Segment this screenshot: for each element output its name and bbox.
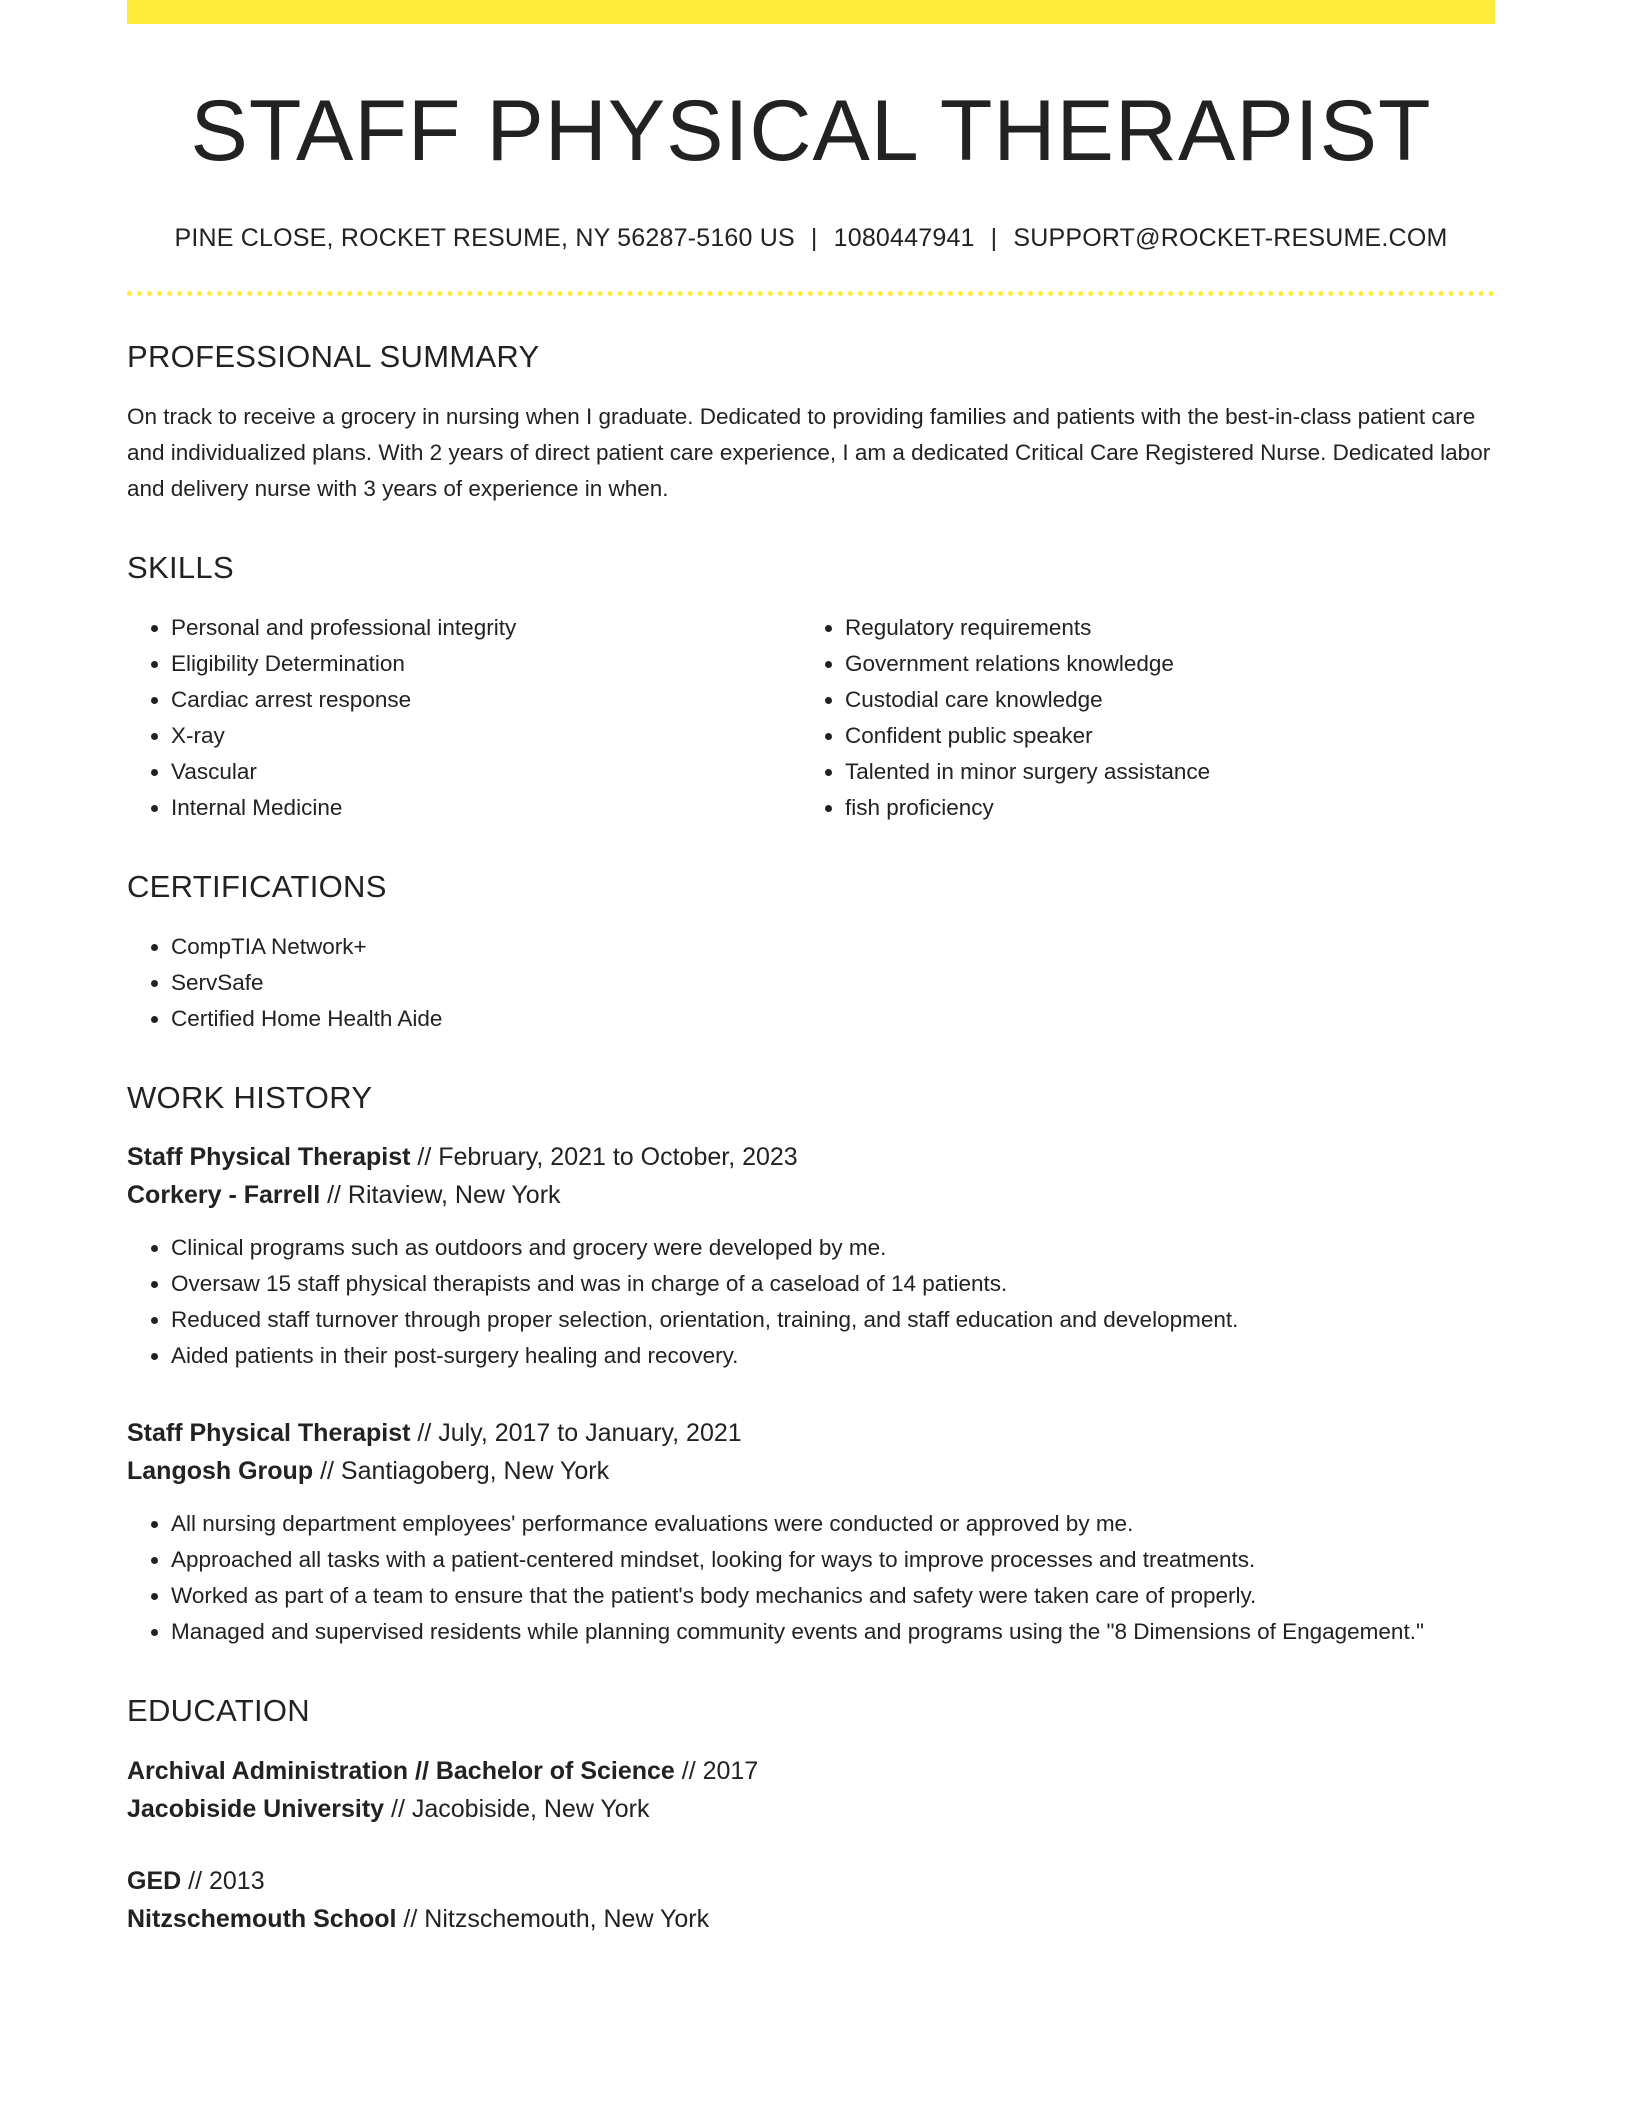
skill-item: • Confident public speaker (845, 718, 1525, 754)
job-title: Staff Physical Therapist (127, 1143, 411, 1172)
degree-name: Archival Administration // Bachelor of Science (127, 1756, 675, 1785)
job-dates: // February, 2021 to October, 2023 (417, 1143, 798, 1172)
skill-item: • Regulatory requirements (845, 610, 1525, 646)
job-bullet: • Managed and supervised residents while planning community events and programs using the "8 Dimensions of Engagement." (171, 1614, 1495, 1650)
school-name: Nitzschemouth School (127, 1904, 397, 1933)
skill-item: • Vascular (171, 754, 801, 790)
company-location: // Ritaview, New York (327, 1181, 561, 1210)
job-title: Staff Physical Therapist (127, 1419, 411, 1448)
job-dates: // July, 2017 to January, 2021 (417, 1419, 742, 1448)
company-name: Langosh Group (127, 1457, 314, 1486)
work-history-section (127, 1079, 1495, 1650)
skills-grid (127, 586, 1495, 826)
accent-top-bar (127, 0, 1495, 24)
certifications-list (127, 929, 1495, 1037)
dotted-divider (127, 291, 1495, 296)
degree-year: // 2013 (188, 1866, 265, 1895)
job-bullet: • Oversaw 15 staff physical therapists and was in charge of a caseload of 14 patients. (171, 1266, 1495, 1302)
school-location: // Jacobiside, New York (391, 1794, 650, 1823)
skill-item: • X-ray (171, 718, 801, 754)
education-heading: EDUCATION (127, 1693, 310, 1729)
skills-list-left (127, 610, 801, 826)
contact-address: PINE CLOSE, ROCKET RESUME, NY 56287-5160 US (174, 223, 795, 252)
contact-phone: 1080447941 (833, 223, 975, 252)
job-title-line (127, 1138, 1495, 1176)
contact-line (127, 223, 1495, 253)
job-bullets (127, 1230, 1495, 1374)
job-bullets (127, 1506, 1495, 1650)
school-line (127, 1900, 1495, 1938)
resume-name: STAFF PHYSICAL THERAPIST (190, 83, 1432, 179)
skills-section (127, 549, 1495, 826)
skill-item: • Custodial care knowledge (845, 682, 1525, 718)
skill-item: • Personal and professional integrity (171, 610, 801, 646)
degree-name: GED (127, 1866, 182, 1895)
degree-year: // 2017 (681, 1756, 759, 1785)
school-name: Jacobiside University (127, 1794, 385, 1823)
skill-item: • Eligibility Determination (171, 646, 801, 682)
contact-separator: | (810, 223, 818, 252)
certification-item: • Certified Home Health Aide (171, 1001, 1495, 1037)
summary-text: On track to receive a grocery in nursing when I graduate. Dedicated to providing families and patients with the best-in-class patient care and individualized plans. With 2 years of direct patient care experience, I am a dedicated Critical Care Registered Nurse. Dedicated labor and delivery nurse with 3 years of experience in when. (127, 403, 1491, 501)
job-bullet: • Approached all tasks with a patient-centered mindset, looking for ways to improve processes and treatments. (171, 1542, 1495, 1578)
skill-item: • Cardiac arrest response (171, 682, 801, 718)
job-bullet: • Reduced staff turnover through proper selection, orientation, training, and staff education and development. (171, 1302, 1495, 1338)
education-entry (127, 1862, 1495, 1938)
company-location: // Santiagoberg, New York (320, 1457, 610, 1486)
skills-list-right (801, 610, 1525, 826)
resume-content (127, 0, 1495, 1938)
company-line (127, 1452, 1495, 1490)
job-bullet: • Aided patients in their post-surgery healing and recovery. (171, 1338, 1495, 1374)
work-entry (127, 1414, 1495, 1650)
job-bullet: • Clinical programs such as outdoors and grocery were developed by me. (171, 1230, 1495, 1266)
company-line (127, 1176, 1495, 1214)
skill-item: • Government relations knowledge (845, 646, 1525, 682)
skills-heading: SKILLS (127, 549, 234, 585)
certification-item: • ServSafe (171, 965, 1495, 1001)
summary-section (127, 338, 1495, 507)
job-bullet: • All nursing department employees' performance evaluations were conducted or approved by me. (171, 1506, 1495, 1542)
school-line (127, 1790, 1495, 1828)
work-history-heading: WORK HISTORY (127, 1080, 373, 1116)
contact-email: SUPPORT@ROCKET-RESUME.COM (1013, 223, 1448, 252)
certifications-section (127, 868, 1495, 1037)
company-name: Corkery - Farrell (127, 1181, 321, 1210)
degree-line (127, 1752, 1495, 1790)
certification-item: • CompTIA Network+ (171, 929, 1495, 965)
certifications-heading: CERTIFICATIONS (127, 868, 387, 904)
skill-item: • Internal Medicine (171, 790, 801, 826)
education-section (127, 1692, 1495, 1937)
education-entry (127, 1752, 1495, 1828)
skill-item: • Talented in minor surgery assistance (845, 754, 1525, 790)
work-entry (127, 1138, 1495, 1374)
contact-separator: | (990, 223, 998, 252)
school-location: // Nitzschemouth, New York (403, 1904, 710, 1933)
summary-heading: PROFESSIONAL SUMMARY (127, 338, 540, 374)
skill-item: • fish proficiency (845, 790, 1525, 826)
job-title-line (127, 1414, 1495, 1452)
job-bullet: • Worked as part of a team to ensure that the patient's body mechanics and safety were taken care of properly. (171, 1578, 1495, 1614)
degree-line (127, 1862, 1495, 1900)
